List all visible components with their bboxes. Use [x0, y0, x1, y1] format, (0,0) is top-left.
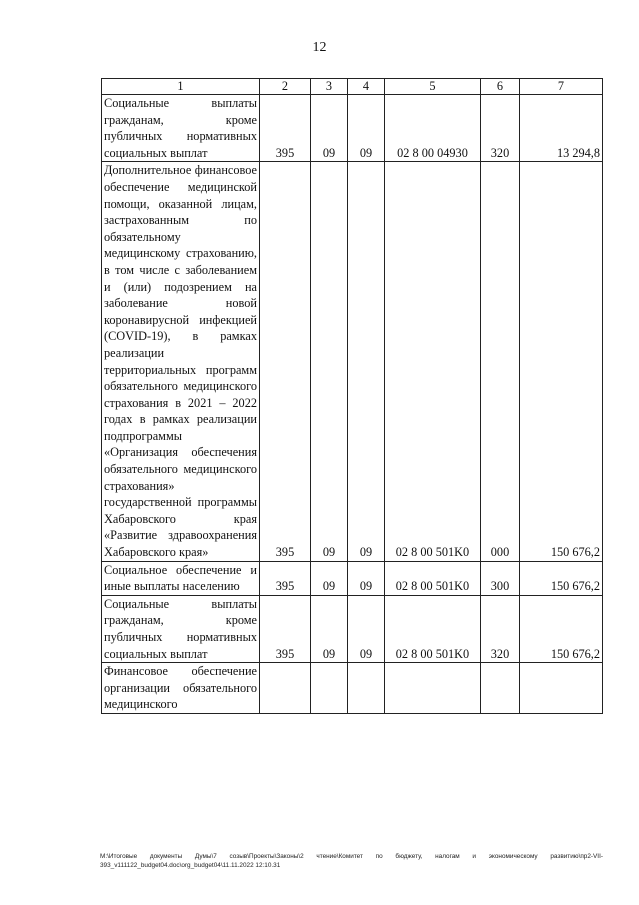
subsection-code: 09 [348, 95, 385, 162]
row-description: Социальное обеспечение и иные выплаты населению [102, 561, 260, 595]
page-number: 12 [312, 40, 327, 55]
file-path-footer: М:\Итоговые документы Думы\7 созыв\Проекты\Законы\2 чтение\Комитет по бюджету, налогам и экономическому развитию\пр2-VII-393_v111122_budget04.doc\org_budget04\11.11.2022 12:10.31 [100, 853, 603, 869]
subsection-code: 09 [348, 561, 385, 595]
subsection-code: 09 [348, 595, 385, 662]
table-row [102, 162, 603, 561]
section-code: 09 [311, 561, 348, 595]
section-code: 09 [311, 595, 348, 662]
row-description: Дополнительное финансовое обеспечение медицинской помощи, оказанной лицам, застрахованным по обязательному медицинскому страхованию, в том числе с заболеванием и (или) подозрением на заболевание новой коронавирусной инфекцией (COVID-19), в рамках реализации территориальных программ обязательного медицинского страхования в 2021 – 2022 годах в рамках реализации подпрограммы «Организация обеспечения обязательного медицинского страхования» государственной программы Хабаровского края «Развитие здравоохранения Хабаровского края» [102, 162, 260, 561]
expense-type-code [481, 663, 520, 714]
subsection-code [348, 663, 385, 714]
expense-type-code: 320 [481, 595, 520, 662]
amount-value: 150 676,2 [520, 162, 603, 561]
section-code: 09 [311, 162, 348, 561]
ministry-code: 395 [260, 162, 311, 561]
target-article-code: 02 8 00 501K0 [385, 561, 481, 595]
column-number-row [102, 79, 603, 95]
ministry-code [260, 663, 311, 714]
column-header: 4 [348, 79, 385, 95]
budget-table [101, 78, 603, 714]
ministry-code: 395 [260, 595, 311, 662]
table-row [102, 95, 603, 162]
amount-value: 150 676,2 [520, 595, 603, 662]
column-header: 1 [102, 79, 260, 95]
expense-type-code: 320 [481, 95, 520, 162]
target-article-code: 02 8 00 501K0 [385, 595, 481, 662]
row-description: Социальные выплаты гражданам, кроме публичных нормативных социальных выплат [102, 595, 260, 662]
ministry-code: 395 [260, 561, 311, 595]
target-article-code: 02 8 00 04930 [385, 95, 481, 162]
table-row [102, 663, 603, 714]
subsection-code: 09 [348, 162, 385, 561]
target-article-code: 02 8 00 501K0 [385, 162, 481, 561]
amount-value [520, 663, 603, 714]
expense-type-code: 300 [481, 561, 520, 595]
column-header: 6 [481, 79, 520, 95]
table-row [102, 595, 603, 662]
amount-value: 150 676,2 [520, 561, 603, 595]
section-code: 09 [311, 95, 348, 162]
ministry-code: 395 [260, 95, 311, 162]
column-header: 5 [385, 79, 481, 95]
section-code [311, 663, 348, 714]
target-article-code [385, 663, 481, 714]
table-row [102, 561, 603, 595]
column-header: 3 [311, 79, 348, 95]
row-description: Социальные выплаты гражданам, кроме публичных нормативных социальных выплат [102, 95, 260, 162]
expense-type-code: 000 [481, 162, 520, 561]
row-description: Финансовое обеспечение организации обязательного медицинского [102, 663, 260, 714]
column-header: 2 [260, 79, 311, 95]
amount-value: 13 294,8 [520, 95, 603, 162]
column-header: 7 [520, 79, 603, 95]
